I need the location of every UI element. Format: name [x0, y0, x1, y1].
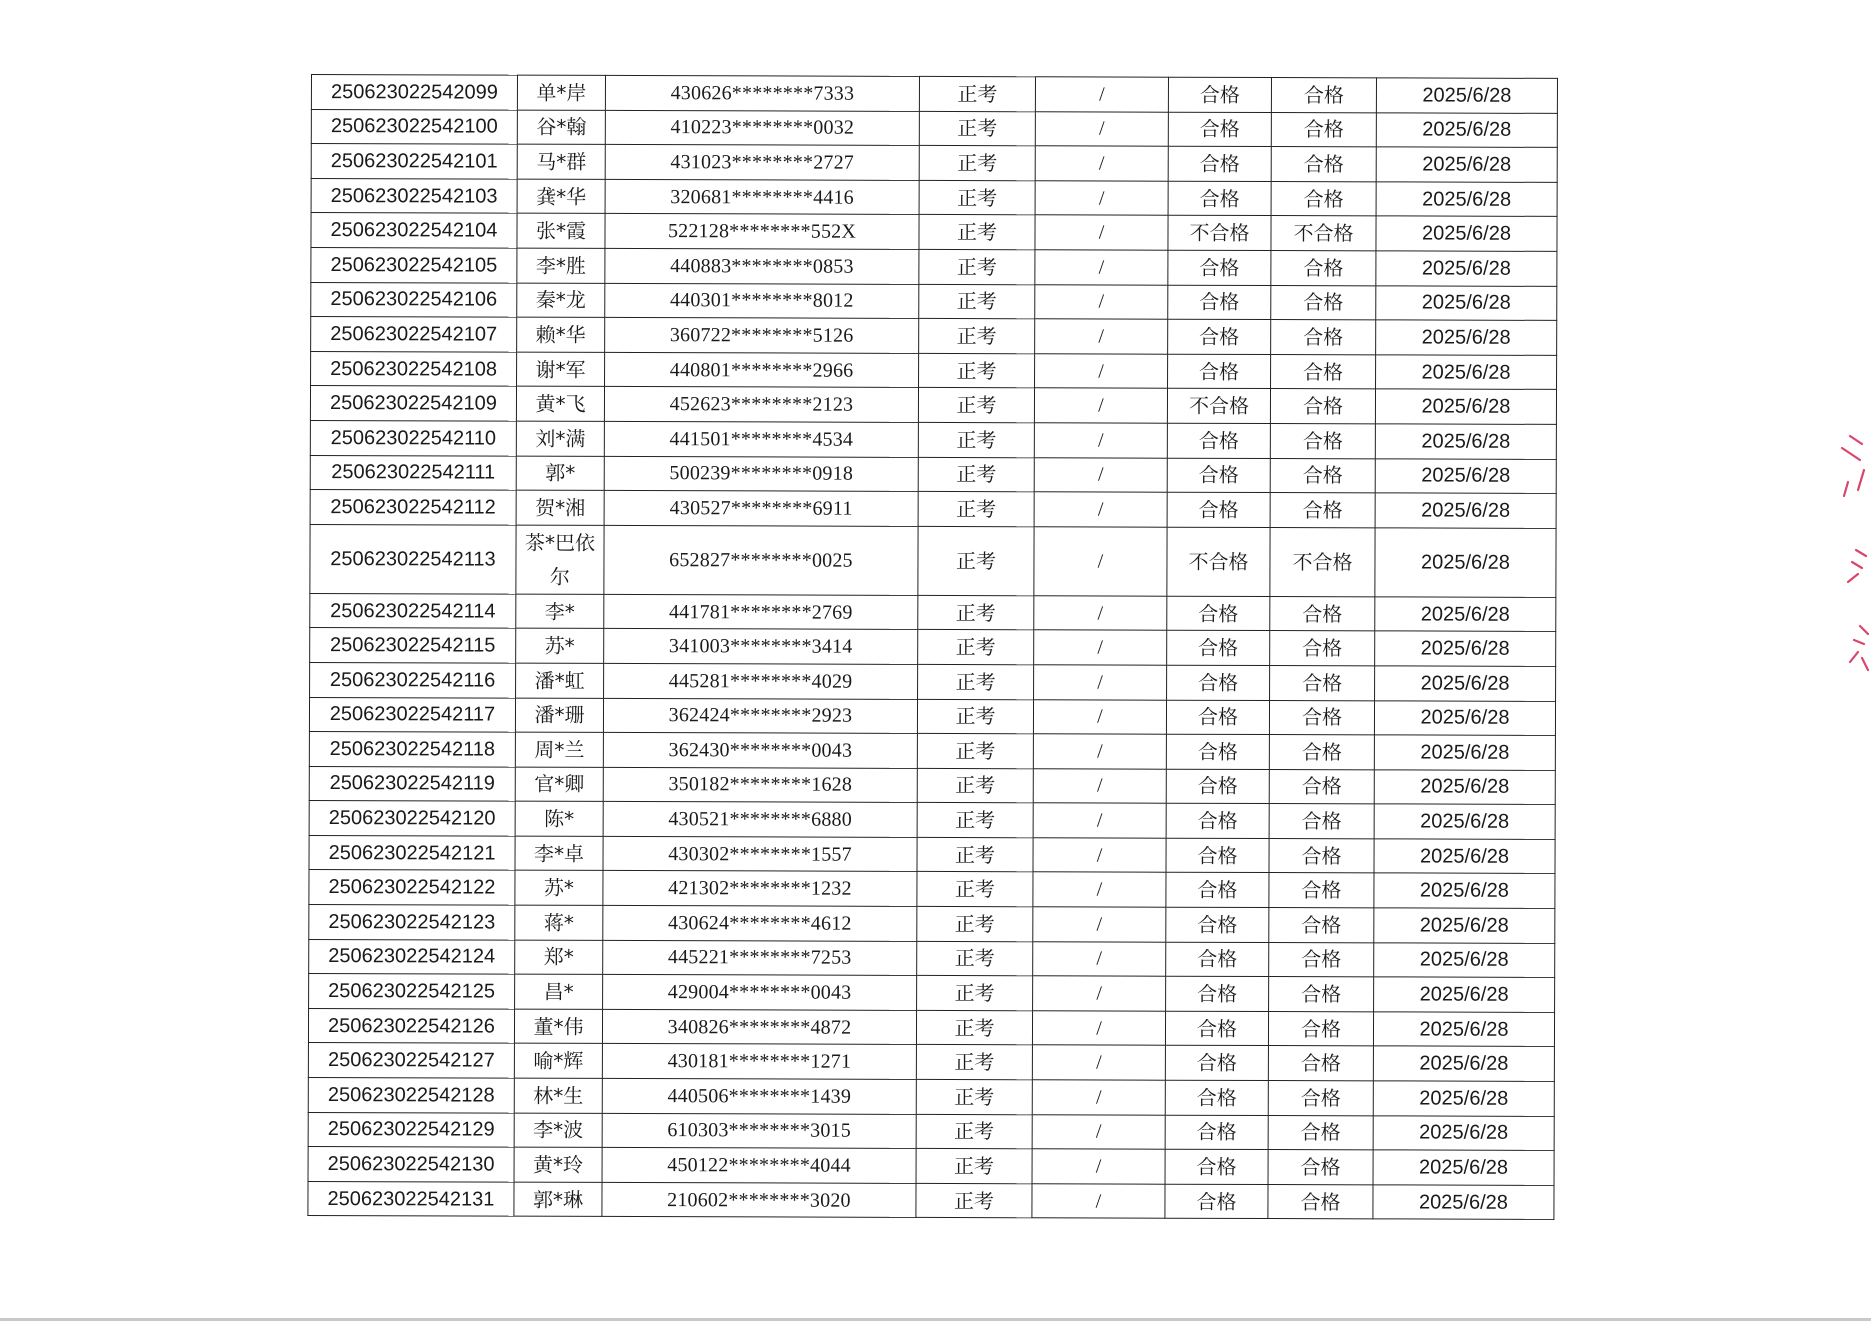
candidate-name-cell: 蒋*	[515, 905, 603, 940]
table-row	[309, 939, 1555, 978]
id-number-cell: 431023********2727	[605, 145, 919, 181]
id-number-cell: 610303********3015	[602, 1113, 916, 1149]
exam-date-cell: 2025/6/28	[1376, 355, 1557, 390]
theory-result-cell: 合格	[1166, 873, 1269, 908]
exam-number-cell: 250623022542111	[310, 455, 516, 490]
table-row	[310, 628, 1556, 667]
table-row	[311, 109, 1557, 148]
exam-type-cell: 正考	[919, 215, 1035, 250]
makeup-cell: /	[1034, 388, 1167, 423]
theory-result-cell: 合格	[1165, 1184, 1268, 1219]
makeup-cell: /	[1033, 699, 1166, 734]
exam-results-body	[308, 75, 1558, 1220]
red-seal-fragment-icon	[1838, 430, 1871, 690]
makeup-cell: /	[1034, 526, 1167, 595]
theory-result-cell: 合格	[1168, 319, 1271, 354]
exam-results-table	[307, 74, 1558, 1220]
id-number-cell: 441781********2769	[604, 594, 918, 630]
makeup-cell: /	[1033, 941, 1166, 976]
candidate-name-cell: 贺*湘	[516, 490, 604, 525]
theory-result-cell: 合格	[1166, 734, 1269, 769]
exam-date-cell: 2025/6/28	[1376, 285, 1557, 320]
practical-result-cell: 合格	[1268, 1011, 1373, 1046]
practical-result-cell: 合格	[1268, 1184, 1373, 1219]
theory-result-cell: 不合格	[1167, 527, 1270, 596]
id-number-cell: 430624********4612	[603, 905, 917, 941]
table-row	[310, 593, 1556, 632]
exam-type-cell: 正考	[918, 664, 1034, 699]
table-row	[308, 1181, 1554, 1220]
exam-date-cell: 2025/6/28	[1373, 1115, 1554, 1150]
table-row	[310, 490, 1556, 529]
theory-result-cell: 合格	[1168, 354, 1271, 389]
makeup-cell: /	[1032, 1149, 1165, 1184]
exam-number-cell: 250623022542112	[310, 490, 516, 525]
table-row	[310, 386, 1556, 425]
makeup-cell: /	[1032, 1011, 1165, 1046]
exam-date-cell: 2025/6/28	[1373, 1185, 1554, 1220]
practical-result-cell: 合格	[1269, 942, 1374, 977]
exam-number-cell: 250623022542105	[311, 247, 517, 282]
exam-number-cell: 250623022542099	[311, 75, 517, 110]
candidate-name-cell: 苏*	[516, 628, 604, 663]
makeup-cell: /	[1034, 492, 1167, 527]
exam-number-cell: 250623022542118	[309, 732, 515, 767]
exam-number-cell: 250623022542117	[309, 697, 515, 732]
table-row	[309, 732, 1555, 771]
exam-number-cell: 250623022542129	[308, 1112, 514, 1147]
table-row	[308, 1147, 1554, 1186]
exam-date-cell: 2025/6/28	[1373, 1081, 1554, 1116]
exam-number-cell: 250623022542124	[309, 939, 515, 974]
exam-number-cell: 250623022542119	[309, 766, 515, 801]
exam-type-cell: 正考	[917, 941, 1033, 976]
page-bottom-edge	[0, 1318, 1871, 1321]
candidate-name-cell: 谢*军	[517, 352, 605, 387]
id-number-cell: 430521********6880	[603, 802, 917, 838]
candidate-name-cell: 潘*虹	[516, 663, 604, 698]
practical-result-cell: 合格	[1269, 908, 1374, 943]
table-row	[311, 282, 1557, 321]
table-row	[311, 247, 1557, 286]
candidate-name-cell: 官*卿	[515, 767, 603, 802]
exam-type-cell: 正考	[918, 595, 1034, 630]
exam-number-cell: 250623022542104	[311, 213, 517, 248]
table-row	[311, 75, 1557, 114]
exam-type-cell: 正考	[916, 1114, 1032, 1149]
candidate-name-cell: 茶*巴依尔	[516, 525, 604, 594]
exam-date-cell: 2025/6/28	[1376, 112, 1557, 147]
candidate-name-cell: 秦*龙	[517, 283, 605, 318]
practical-result-cell: 合格	[1270, 493, 1375, 528]
exam-type-cell: 正考	[919, 353, 1035, 388]
exam-number-cell: 250623022542114	[310, 593, 516, 628]
exam-number-cell: 250623022542126	[308, 1008, 514, 1043]
practical-result-cell: 不合格	[1271, 216, 1376, 251]
practical-result-cell: 合格	[1270, 423, 1375, 458]
exam-type-cell: 正考	[916, 1149, 1032, 1184]
exam-date-cell: 2025/6/28	[1374, 977, 1555, 1012]
theory-result-cell: 合格	[1165, 1115, 1268, 1150]
exam-number-cell: 250623022542125	[309, 974, 515, 1009]
makeup-cell: /	[1032, 1184, 1165, 1219]
makeup-cell: /	[1032, 1045, 1165, 1080]
exam-date-cell: 2025/6/28	[1375, 458, 1556, 493]
exam-date-cell: 2025/6/28	[1376, 78, 1557, 113]
table-row	[309, 801, 1555, 840]
makeup-cell: /	[1032, 1080, 1165, 1115]
theory-result-cell: 合格	[1168, 112, 1271, 147]
table-row	[311, 351, 1557, 390]
id-number-cell: 440801********2966	[605, 352, 919, 388]
exam-type-cell: 正考	[919, 180, 1035, 215]
exam-type-cell: 正考	[919, 111, 1035, 146]
exam-number-cell: 250623022542122	[309, 870, 515, 905]
makeup-cell: /	[1034, 423, 1167, 458]
table-row	[309, 905, 1555, 944]
exam-type-cell: 正考	[918, 630, 1034, 665]
id-number-cell: 410223********0032	[605, 110, 919, 146]
exam-type-cell: 正考	[917, 837, 1033, 872]
practical-result-cell: 合格	[1270, 665, 1375, 700]
exam-type-cell: 正考	[917, 734, 1033, 769]
exam-type-cell: 正考	[916, 1079, 1032, 1114]
id-number-cell: 440883********0853	[605, 248, 919, 284]
makeup-cell: /	[1035, 111, 1168, 146]
candidate-name-cell: 周*兰	[515, 732, 603, 767]
theory-result-cell: 合格	[1166, 803, 1269, 838]
exam-date-cell: 2025/6/28	[1375, 666, 1556, 701]
table-row	[311, 317, 1557, 356]
exam-type-cell: 正考	[918, 422, 1034, 457]
exam-number-cell: 250623022542130	[308, 1147, 514, 1182]
theory-result-cell: 合格	[1167, 458, 1270, 493]
practical-result-cell: 合格	[1271, 320, 1376, 355]
theory-result-cell: 合格	[1165, 1011, 1268, 1046]
table-row	[310, 455, 1556, 494]
exam-type-cell: 正考	[919, 249, 1035, 284]
exam-number-cell: 250623022542120	[309, 801, 515, 836]
makeup-cell: /	[1035, 215, 1168, 250]
practical-result-cell: 合格	[1269, 700, 1374, 735]
exam-date-cell: 2025/6/28	[1374, 804, 1555, 839]
practical-result-cell: 合格	[1268, 1046, 1373, 1081]
practical-result-cell: 合格	[1271, 112, 1376, 147]
exam-type-cell: 正考	[919, 146, 1035, 181]
practical-result-cell: 不合格	[1270, 527, 1375, 596]
id-number-cell: 341003********3414	[604, 629, 918, 665]
exam-number-cell: 250623022542128	[308, 1078, 514, 1113]
exam-date-cell: 2025/6/28	[1374, 908, 1555, 943]
candidate-name-cell: 龚*华	[517, 179, 605, 214]
exam-date-cell: 2025/6/28	[1375, 424, 1556, 459]
practical-result-cell: 合格	[1268, 1115, 1373, 1150]
practical-result-cell: 合格	[1270, 631, 1375, 666]
practical-result-cell: 合格	[1269, 873, 1374, 908]
id-number-cell: 430302********1557	[603, 836, 917, 872]
makeup-cell: /	[1033, 872, 1166, 907]
exam-date-cell: 2025/6/28	[1376, 182, 1557, 217]
makeup-cell: /	[1034, 665, 1167, 700]
practical-result-cell: 合格	[1269, 977, 1374, 1012]
table-row	[311, 178, 1557, 217]
practical-result-cell: 合格	[1270, 389, 1375, 424]
candidate-name-cell: 黄*飞	[516, 386, 604, 421]
theory-result-cell: 合格	[1165, 1046, 1268, 1081]
theory-result-cell: 合格	[1165, 1080, 1268, 1115]
theory-result-cell: 合格	[1166, 838, 1269, 873]
candidate-name-cell: 单*岸	[517, 75, 605, 110]
exam-type-cell: 正考	[917, 872, 1033, 907]
exam-type-cell: 正考	[918, 492, 1034, 527]
theory-result-cell: 合格	[1168, 285, 1271, 320]
exam-type-cell: 正考	[918, 457, 1034, 492]
table-row	[308, 1078, 1554, 1117]
exam-type-cell: 正考	[917, 803, 1033, 838]
id-number-cell: 429004********0043	[603, 975, 917, 1011]
id-number-cell: 445281********4029	[604, 663, 918, 699]
exam-date-cell: 2025/6/28	[1373, 1150, 1554, 1185]
theory-result-cell: 合格	[1166, 976, 1269, 1011]
theory-result-cell: 合格	[1168, 146, 1271, 181]
exam-date-cell: 2025/6/28	[1376, 320, 1557, 355]
exam-type-cell: 正考	[916, 1045, 1032, 1080]
theory-result-cell: 合格	[1168, 250, 1271, 285]
theory-result-cell: 合格	[1167, 492, 1270, 527]
exam-number-cell: 250623022542107	[311, 317, 517, 352]
makeup-cell: /	[1035, 146, 1168, 181]
theory-result-cell: 不合格	[1168, 216, 1271, 251]
exam-number-cell: 250623022542115	[310, 628, 516, 663]
theory-result-cell: 不合格	[1167, 389, 1270, 424]
id-number-cell: 430626********7333	[605, 75, 919, 111]
id-number-cell: 440506********1439	[602, 1078, 916, 1114]
candidate-name-cell: 苏*	[515, 871, 603, 906]
theory-result-cell: 合格	[1166, 942, 1269, 977]
id-number-cell: 522128********552X	[605, 214, 919, 250]
exam-number-cell: 250623022542123	[309, 905, 515, 940]
makeup-cell: /	[1032, 1114, 1165, 1149]
id-number-cell: 360722********5126	[605, 318, 919, 354]
theory-result-cell: 合格	[1168, 77, 1271, 112]
table-row	[308, 1112, 1554, 1151]
theory-result-cell: 合格	[1167, 423, 1270, 458]
exam-date-cell: 2025/6/28	[1374, 839, 1555, 874]
table-row	[310, 524, 1556, 597]
exam-date-cell: 2025/6/28	[1375, 528, 1556, 598]
exam-number-cell: 250623022542108	[311, 351, 517, 386]
table-row	[309, 766, 1555, 805]
exam-date-cell: 2025/6/28	[1376, 251, 1557, 286]
exam-type-cell: 正考	[919, 76, 1035, 111]
table-row	[309, 835, 1555, 874]
candidate-name-cell: 马*群	[517, 144, 605, 179]
candidate-name-cell: 李*卓	[515, 836, 603, 871]
candidate-name-cell: 赖*华	[517, 317, 605, 352]
id-number-cell: 652827********0025	[604, 525, 918, 595]
makeup-cell: /	[1033, 976, 1166, 1011]
exam-type-cell: 正考	[918, 526, 1034, 595]
makeup-cell: /	[1033, 803, 1166, 838]
id-number-cell: 450122********4044	[602, 1148, 916, 1184]
candidate-name-cell: 陈*	[515, 801, 603, 836]
table-row	[310, 662, 1556, 701]
theory-result-cell: 合格	[1166, 907, 1269, 942]
id-number-cell: 362430********0043	[603, 733, 917, 769]
exam-date-cell: 2025/6/28	[1375, 597, 1556, 632]
id-number-cell: 430527********6911	[604, 491, 918, 527]
id-number-cell: 441501********4534	[604, 421, 918, 457]
id-number-cell: 340826********4872	[602, 1009, 916, 1045]
makeup-cell: /	[1033, 907, 1166, 942]
id-number-cell: 421302********1232	[603, 871, 917, 907]
practical-result-cell: 合格	[1269, 838, 1374, 873]
table-row	[308, 1008, 1554, 1047]
exam-number-cell: 250623022542106	[311, 282, 517, 317]
exam-number-cell: 250623022542131	[308, 1181, 514, 1216]
exam-date-cell: 2025/6/28	[1376, 216, 1557, 251]
table-row	[310, 420, 1556, 459]
exam-type-cell: 正考	[918, 388, 1034, 423]
candidate-name-cell: 郭*	[516, 456, 604, 491]
exam-number-cell: 250623022542101	[311, 144, 517, 179]
practical-result-cell: 合格	[1271, 78, 1376, 113]
practical-result-cell: 合格	[1269, 735, 1374, 770]
exam-type-cell: 正考	[917, 699, 1033, 734]
exam-number-cell: 250623022542127	[308, 1043, 514, 1078]
practical-result-cell: 合格	[1270, 458, 1375, 493]
makeup-cell: /	[1035, 284, 1168, 319]
exam-number-cell: 250623022542103	[311, 178, 517, 213]
theory-result-cell: 合格	[1166, 769, 1269, 804]
table-row	[309, 870, 1555, 909]
exam-date-cell: 2025/6/28	[1374, 873, 1555, 908]
theory-result-cell: 合格	[1167, 596, 1270, 631]
makeup-cell: /	[1035, 181, 1168, 216]
practical-result-cell: 合格	[1270, 596, 1375, 631]
makeup-cell: /	[1034, 457, 1167, 492]
exam-type-cell: 正考	[917, 768, 1033, 803]
exam-type-cell: 正考	[917, 976, 1033, 1011]
exam-type-cell: 正考	[916, 1010, 1032, 1045]
exam-date-cell: 2025/6/28	[1374, 942, 1555, 977]
practical-result-cell: 合格	[1271, 250, 1376, 285]
theory-result-cell: 合格	[1167, 665, 1270, 700]
candidate-name-cell: 郭*琳	[514, 1182, 602, 1217]
exam-date-cell: 2025/6/28	[1374, 735, 1555, 770]
candidate-name-cell: 郑*	[515, 940, 603, 975]
candidate-name-cell: 李*胜	[517, 248, 605, 283]
exam-number-cell: 250623022542110	[310, 420, 516, 455]
exam-type-cell: 正考	[919, 284, 1035, 319]
candidate-name-cell: 喻*辉	[514, 1044, 602, 1079]
theory-result-cell: 合格	[1166, 700, 1269, 735]
exam-date-cell: 2025/6/28	[1375, 631, 1556, 666]
exam-date-cell: 2025/6/28	[1373, 1046, 1554, 1081]
makeup-cell: /	[1033, 838, 1166, 873]
id-number-cell: 210602********3020	[602, 1182, 916, 1218]
candidate-name-cell: 林*生	[514, 1078, 602, 1113]
exam-date-cell: 2025/6/28	[1374, 700, 1555, 735]
table-row	[308, 1043, 1554, 1082]
exam-date-cell: 2025/6/28	[1375, 389, 1556, 424]
id-number-cell: 362424********2923	[603, 698, 917, 734]
id-number-cell: 445221********7253	[603, 940, 917, 976]
makeup-cell: /	[1034, 630, 1167, 665]
theory-result-cell: 合格	[1165, 1149, 1268, 1184]
candidate-name-cell: 李*	[516, 594, 604, 629]
exam-number-cell: 250623022542116	[310, 662, 516, 697]
makeup-cell: /	[1034, 595, 1167, 630]
id-number-cell: 440301********8012	[605, 283, 919, 319]
exam-date-cell: 2025/6/28	[1376, 147, 1557, 182]
practical-result-cell: 合格	[1271, 354, 1376, 389]
table-row	[311, 144, 1557, 183]
candidate-name-cell: 刘*满	[516, 421, 604, 456]
makeup-cell: /	[1035, 77, 1168, 112]
practical-result-cell: 合格	[1271, 285, 1376, 320]
practical-result-cell: 合格	[1271, 147, 1376, 182]
exam-date-cell: 2025/6/28	[1375, 493, 1556, 528]
exam-number-cell: 250623022542121	[309, 835, 515, 870]
practical-result-cell: 合格	[1268, 1150, 1373, 1185]
id-number-cell: 320681********4416	[605, 179, 919, 215]
table-row	[309, 697, 1555, 736]
id-number-cell: 452623********2123	[604, 387, 918, 423]
practical-result-cell: 合格	[1268, 1081, 1373, 1116]
candidate-name-cell: 董*伟	[514, 1009, 602, 1044]
exam-number-cell: 250623022542109	[310, 386, 516, 421]
practical-result-cell: 合格	[1269, 769, 1374, 804]
theory-result-cell: 合格	[1168, 181, 1271, 216]
practical-result-cell: 合格	[1271, 181, 1376, 216]
exam-type-cell: 正考	[919, 319, 1035, 354]
makeup-cell: /	[1033, 768, 1166, 803]
makeup-cell: /	[1035, 319, 1168, 354]
id-number-cell: 430181********1271	[602, 1044, 916, 1080]
exam-type-cell: 正考	[916, 1183, 1032, 1218]
makeup-cell: /	[1035, 250, 1168, 285]
candidate-name-cell: 昌*	[515, 974, 603, 1009]
exam-type-cell: 正考	[917, 906, 1033, 941]
makeup-cell: /	[1035, 354, 1168, 389]
exam-number-cell: 250623022542113	[310, 524, 516, 594]
theory-result-cell: 合格	[1167, 631, 1270, 666]
id-number-cell: 500239********0918	[604, 456, 918, 492]
candidate-name-cell: 谷*翰	[517, 110, 605, 145]
table-row	[311, 213, 1557, 252]
candidate-name-cell: 潘*珊	[515, 698, 603, 733]
table-row	[309, 974, 1555, 1013]
candidate-name-cell: 李*波	[514, 1113, 602, 1148]
candidate-name-cell: 张*霞	[517, 214, 605, 249]
id-number-cell: 350182********1628	[603, 767, 917, 803]
candidate-name-cell: 黄*玲	[514, 1147, 602, 1182]
exam-number-cell: 250623022542100	[311, 109, 517, 144]
makeup-cell: /	[1033, 734, 1166, 769]
exam-date-cell: 2025/6/28	[1373, 1012, 1554, 1047]
exam-date-cell: 2025/6/28	[1374, 770, 1555, 805]
practical-result-cell: 合格	[1269, 804, 1374, 839]
